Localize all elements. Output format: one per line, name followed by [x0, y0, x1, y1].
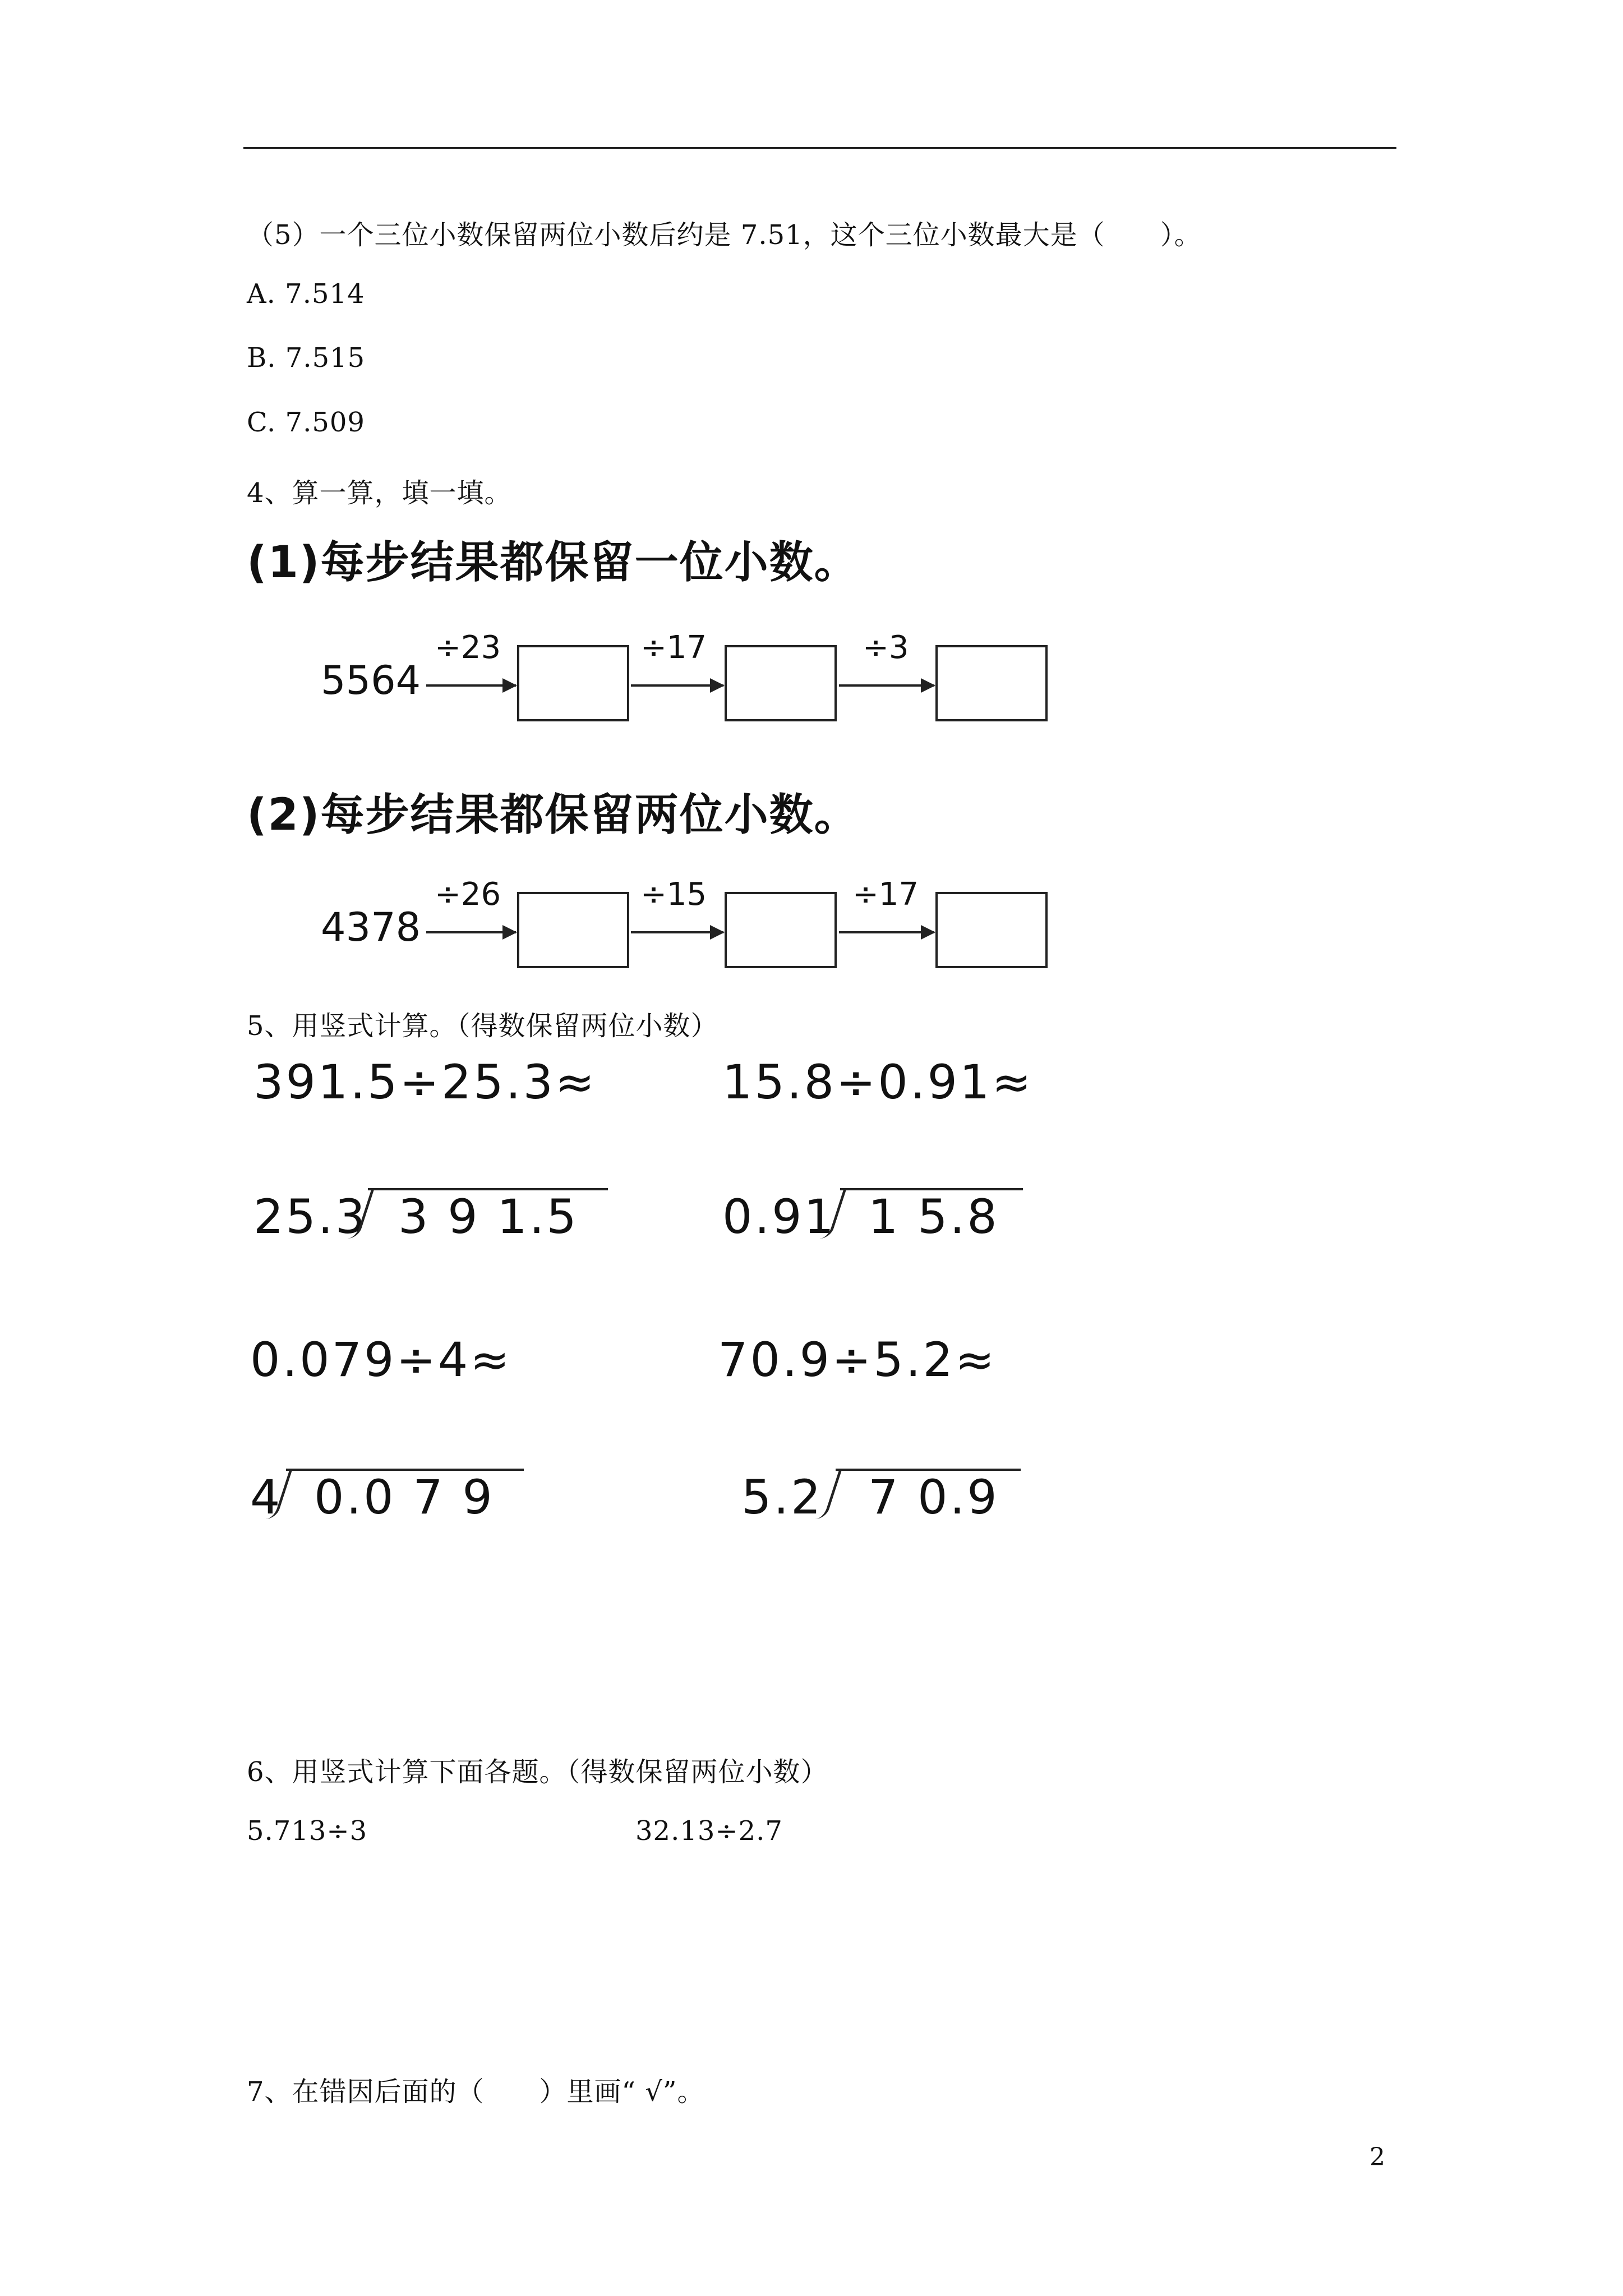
q5-divisor-3: 4 — [250, 1470, 283, 1525]
answer-box[interactable] — [935, 892, 1048, 968]
arrow-icon — [631, 931, 723, 933]
q4-part2-heading: (2)每步结果都保留两位小数。 — [247, 790, 859, 840]
answer-box[interactable] — [935, 645, 1048, 721]
q4-title: 4、算一算，填一填。 — [247, 477, 512, 509]
q5-dividend-2: 1 5.8 — [868, 1189, 999, 1244]
answer-box[interactable] — [725, 645, 837, 721]
q5-title: 5、用竖式计算。（得数保留两位小数） — [247, 1010, 718, 1042]
q5-divisor-2: 0.91 — [722, 1189, 837, 1244]
q6-expr-1: 5.713÷3 — [247, 1815, 368, 1847]
arrow-icon — [839, 931, 934, 933]
q5-expr-3: 0.079÷4≈ — [250, 1332, 512, 1387]
q4-part2-op3: ÷17 — [852, 876, 919, 913]
answer-box[interactable] — [725, 892, 837, 968]
q4-part2-op1: ÷26 — [435, 876, 501, 913]
option-a: A. 7.514 — [247, 278, 365, 310]
q5-expr-4: 70.9÷5.2≈ — [718, 1332, 997, 1387]
q4-part2-op2: ÷15 — [640, 876, 707, 913]
q5-dividend-4: 7 0.9 — [868, 1470, 999, 1525]
option-c: C. 7.509 — [247, 407, 365, 438]
page-number: 2 — [1370, 2143, 1385, 2171]
q5-expr-2: 15.8÷0.91≈ — [722, 1055, 1034, 1110]
q6-title: 6、用竖式计算下面各题。（得数保留两位小数） — [247, 1756, 828, 1788]
header-rule — [243, 147, 1396, 149]
q5-expr-1: 391.5÷25.3≈ — [253, 1055, 597, 1110]
q4-part1-heading: (1)每步结果都保留一位小数。 — [247, 537, 859, 588]
option-b: B. 7.515 — [247, 342, 366, 374]
q5-dividend-1: 3 9 1.5 — [398, 1189, 579, 1244]
q7-title: 7、在错因后面的（ ）里画“ √”。 — [247, 2076, 705, 2108]
arrow-icon — [631, 684, 723, 687]
q4-part1-op1: ÷23 — [435, 629, 501, 666]
q4-part2-start: 4378 — [321, 904, 421, 950]
arrow-icon — [839, 684, 934, 687]
q5-dividend-3: 0.0 7 9 — [314, 1470, 495, 1525]
q4-part1-start: 5564 — [321, 657, 421, 703]
q5-divisor-4: 5.2 — [741, 1470, 823, 1525]
arrow-icon — [426, 931, 516, 933]
answer-box[interactable] — [517, 892, 629, 968]
arrow-icon — [426, 684, 516, 687]
q3-5-stem: （5）一个三位小数保留两位小数后约是 7.51，这个三位小数最大是（ ）。 — [247, 219, 1202, 251]
q4-part1-op3: ÷3 — [863, 629, 909, 666]
answer-box[interactable] — [517, 645, 629, 721]
q5-divisor-1: 25.3 — [253, 1189, 368, 1244]
q6-expr-2: 32.13÷2.7 — [635, 1815, 783, 1847]
q4-part1-op2: ÷17 — [640, 629, 707, 666]
